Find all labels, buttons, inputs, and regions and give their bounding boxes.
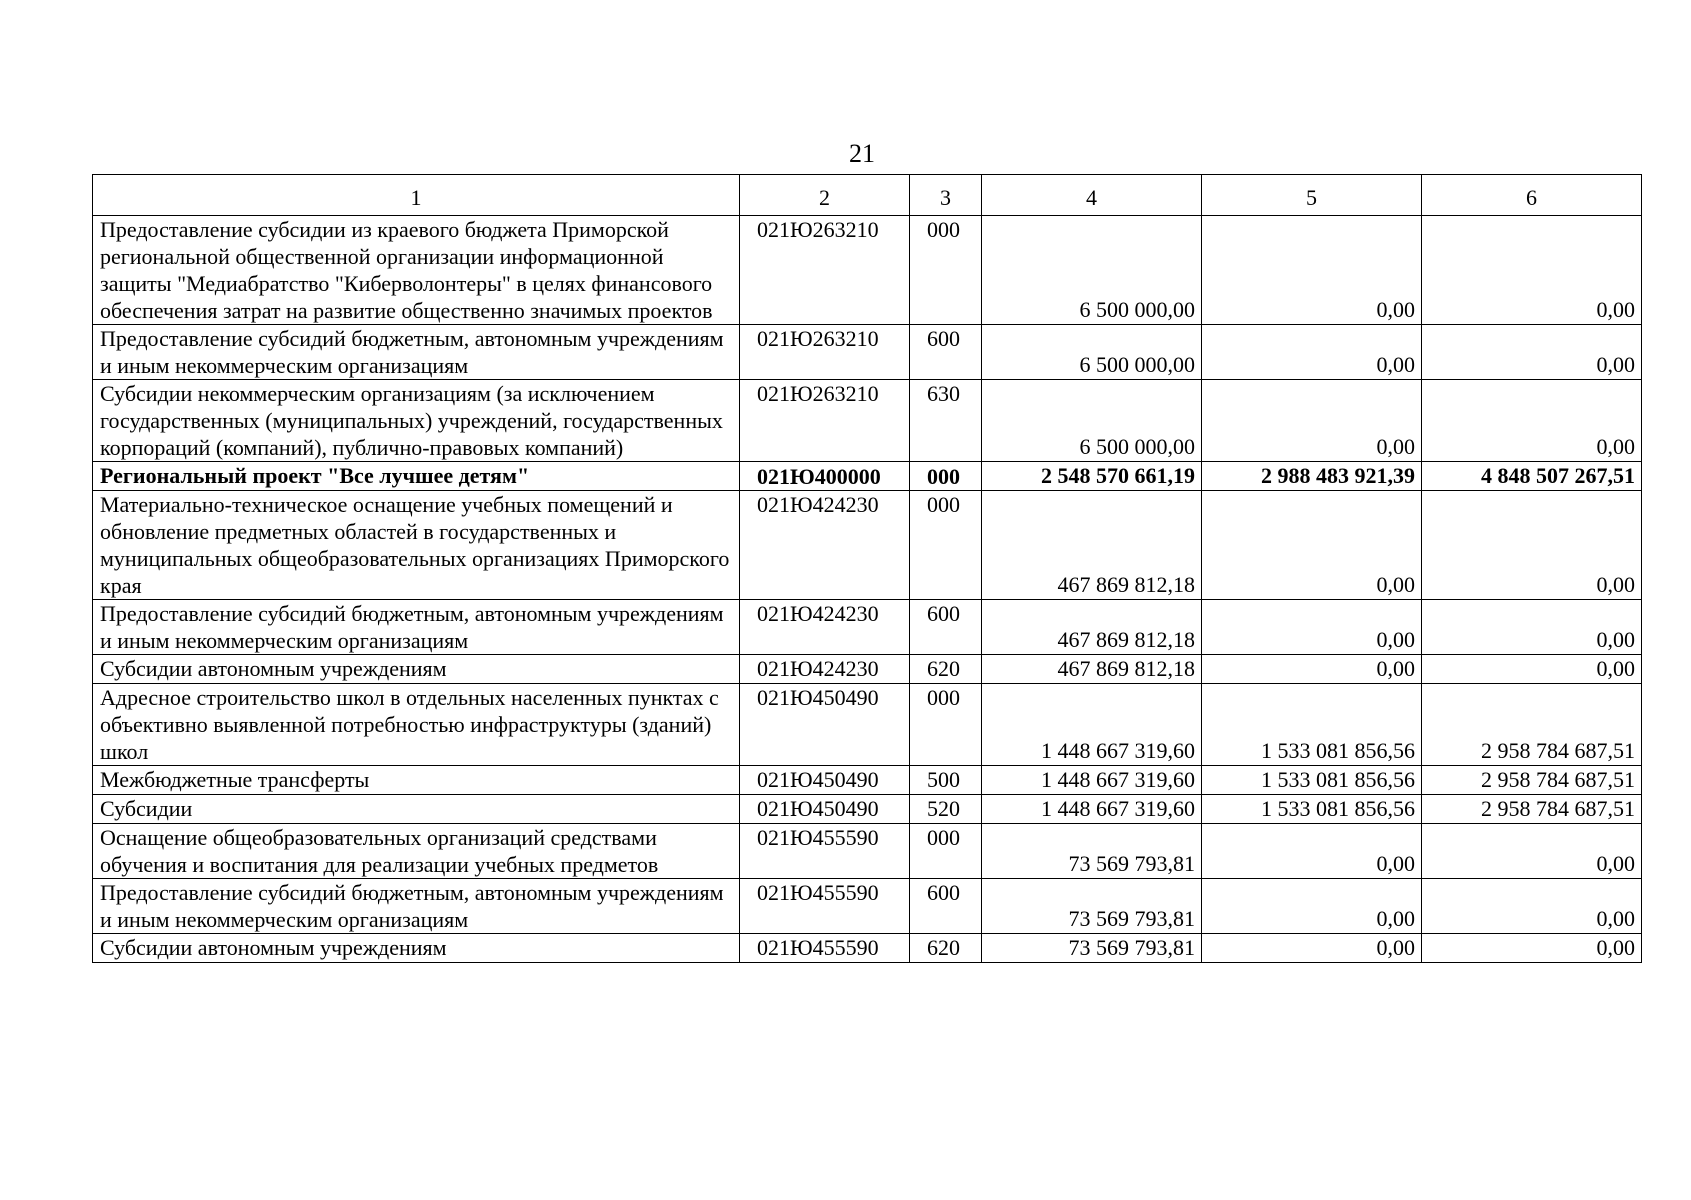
row-code-cell: 021Ю263210 — [740, 380, 910, 462]
row-code-cell: 021Ю424230 — [740, 655, 910, 684]
row-code-cell: 021Ю450490 — [740, 795, 910, 824]
table-row — [93, 380, 1642, 462]
budget-table — [92, 174, 1642, 963]
row-value-4-cell: 6 500 000,00 — [982, 380, 1202, 462]
row-type-cell: 000 — [910, 824, 982, 879]
header-col-6: 6 — [1422, 175, 1642, 216]
row-value-6-cell: 2 958 784 687,51 — [1422, 766, 1642, 795]
row-type-cell: 600 — [910, 325, 982, 380]
row-value-4-cell: 467 869 812,18 — [982, 491, 1202, 600]
row-value-5-cell: 1 533 081 856,56 — [1202, 795, 1422, 824]
row-value-4-cell: 73 569 793,81 — [982, 879, 1202, 934]
row-code-cell: 021Ю263210 — [740, 216, 910, 325]
header-col-3: 3 — [910, 175, 982, 216]
row-value-5-cell: 0,00 — [1202, 491, 1422, 600]
row-name-cell: Предоставление субсидий бюджетным, автономным учреждениям и иным некоммерческим организациям — [93, 600, 740, 655]
row-value-5-cell: 0,00 — [1202, 934, 1422, 963]
row-value-6-cell: 0,00 — [1422, 600, 1642, 655]
row-value-5-cell: 0,00 — [1202, 879, 1422, 934]
row-code-cell: 021Ю455590 — [740, 824, 910, 879]
row-value-5-cell: 1 533 081 856,56 — [1202, 766, 1422, 795]
header-col-4: 4 — [982, 175, 1202, 216]
table-row — [93, 600, 1642, 655]
row-value-5-cell: 0,00 — [1202, 216, 1422, 325]
page-number: 21 — [849, 139, 875, 168]
row-name-cell: Субсидии некоммерческим организациям (за исключением государственных (муниципальных) учреждений, государственных корпораций (компаний), публично-правовых компаний) — [93, 380, 740, 462]
row-code-cell: 021Ю263210 — [740, 325, 910, 380]
row-name-cell: Субсидии автономным учреждениям — [93, 655, 740, 684]
table-row — [93, 879, 1642, 934]
row-code-cell: 021Ю424230 — [740, 491, 910, 600]
row-type-cell: 620 — [910, 655, 982, 684]
row-value-6-cell: 0,00 — [1422, 879, 1642, 934]
row-value-4-cell: 1 448 667 319,60 — [982, 795, 1202, 824]
row-type-cell: 520 — [910, 795, 982, 824]
row-name-cell: Материально-техническое оснащение учебных помещений и обновление предметных областей в государственных и муниципальных общеобразовательных организациях Приморского края — [93, 491, 740, 600]
row-value-5-cell: 0,00 — [1202, 600, 1422, 655]
table-row — [93, 824, 1642, 879]
table-row — [93, 766, 1642, 795]
row-code-cell: 021Ю450490 — [740, 684, 910, 766]
row-value-6-cell: 0,00 — [1422, 824, 1642, 879]
row-code-cell: 021Ю424230 — [740, 600, 910, 655]
row-value-5-cell: 1 533 081 856,56 — [1202, 684, 1422, 766]
row-type-cell: 620 — [910, 934, 982, 963]
row-type-cell: 000 — [910, 216, 982, 325]
row-value-6-cell: 0,00 — [1422, 934, 1642, 963]
row-value-4-cell: 1 448 667 319,60 — [982, 684, 1202, 766]
row-value-4-cell: 6 500 000,00 — [982, 325, 1202, 380]
row-value-6-cell: 2 958 784 687,51 — [1422, 684, 1642, 766]
table-row — [93, 491, 1642, 600]
row-code-cell: 021Ю455590 — [740, 934, 910, 963]
row-value-6-cell: 4 848 507 267,51 — [1422, 462, 1642, 491]
table-row — [93, 216, 1642, 325]
row-name-cell: Адресное строительство школ в отдельных населенных пунктах с объективно выявленной потребностью инфраструктуры (зданий) школ — [93, 684, 740, 766]
row-value-4-cell: 467 869 812,18 — [982, 600, 1202, 655]
row-type-cell: 600 — [910, 600, 982, 655]
row-value-4-cell: 73 569 793,81 — [982, 934, 1202, 963]
table-row — [93, 462, 1642, 491]
row-type-cell: 000 — [910, 684, 982, 766]
row-value-5-cell: 0,00 — [1202, 824, 1422, 879]
row-value-4-cell: 6 500 000,00 — [982, 216, 1202, 325]
row-value-6-cell: 0,00 — [1422, 325, 1642, 380]
table-row — [93, 655, 1642, 684]
table-header — [93, 175, 1642, 216]
header-col-1: 1 — [93, 175, 740, 216]
row-type-cell: 600 — [910, 879, 982, 934]
row-value-4-cell: 467 869 812,18 — [982, 655, 1202, 684]
header-col-2: 2 — [740, 175, 910, 216]
row-value-6-cell: 0,00 — [1422, 491, 1642, 600]
table-row — [93, 325, 1642, 380]
row-name-cell: Субсидии — [93, 795, 740, 824]
row-name-cell: Предоставление субсидий бюджетным, автономным учреждениям и иным некоммерческим организациям — [93, 879, 740, 934]
row-value-5-cell: 0,00 — [1202, 655, 1422, 684]
row-value-4-cell: 1 448 667 319,60 — [982, 766, 1202, 795]
row-value-5-cell: 0,00 — [1202, 325, 1422, 380]
row-value-5-cell: 0,00 — [1202, 380, 1422, 462]
row-value-5-cell: 2 988 483 921,39 — [1202, 462, 1422, 491]
header-col-5: 5 — [1202, 175, 1422, 216]
table-row — [93, 934, 1642, 963]
row-value-6-cell: 2 958 784 687,51 — [1422, 795, 1642, 824]
row-type-cell: 630 — [910, 380, 982, 462]
row-name-cell: Субсидии автономным учреждениям — [93, 934, 740, 963]
row-name-cell: Предоставление субсидий бюджетным, автономным учреждениям и иным некоммерческим организациям — [93, 325, 740, 380]
row-name-cell: Межбюджетные трансферты — [93, 766, 740, 795]
row-name-cell: Региональный проект "Все лучшее детям" — [93, 462, 740, 491]
row-value-6-cell: 0,00 — [1422, 380, 1642, 462]
row-name-cell: Оснащение общеобразовательных организаций средствами обучения и воспитания для реализации учебных предметов — [93, 824, 740, 879]
table-row — [93, 684, 1642, 766]
row-type-cell: 000 — [910, 491, 982, 600]
row-value-6-cell: 0,00 — [1422, 216, 1642, 325]
row-type-cell: 000 — [910, 462, 982, 491]
table-body — [93, 216, 1642, 963]
row-name-cell: Предоставление субсидии из краевого бюджета Приморской региональной общественной организации информационной защиты "Медиабратство "Киберволонтеры" в целях финансового обеспечения затрат на развитие общественно значимых проектов — [93, 216, 740, 325]
header-row — [93, 175, 1642, 216]
row-value-6-cell: 0,00 — [1422, 655, 1642, 684]
row-code-cell: 021Ю400000 — [740, 462, 910, 491]
row-value-4-cell: 73 569 793,81 — [982, 824, 1202, 879]
table-row — [93, 795, 1642, 824]
row-type-cell: 500 — [910, 766, 982, 795]
row-code-cell: 021Ю450490 — [740, 766, 910, 795]
row-value-4-cell: 2 548 570 661,19 — [982, 462, 1202, 491]
row-code-cell: 021Ю455590 — [740, 879, 910, 934]
